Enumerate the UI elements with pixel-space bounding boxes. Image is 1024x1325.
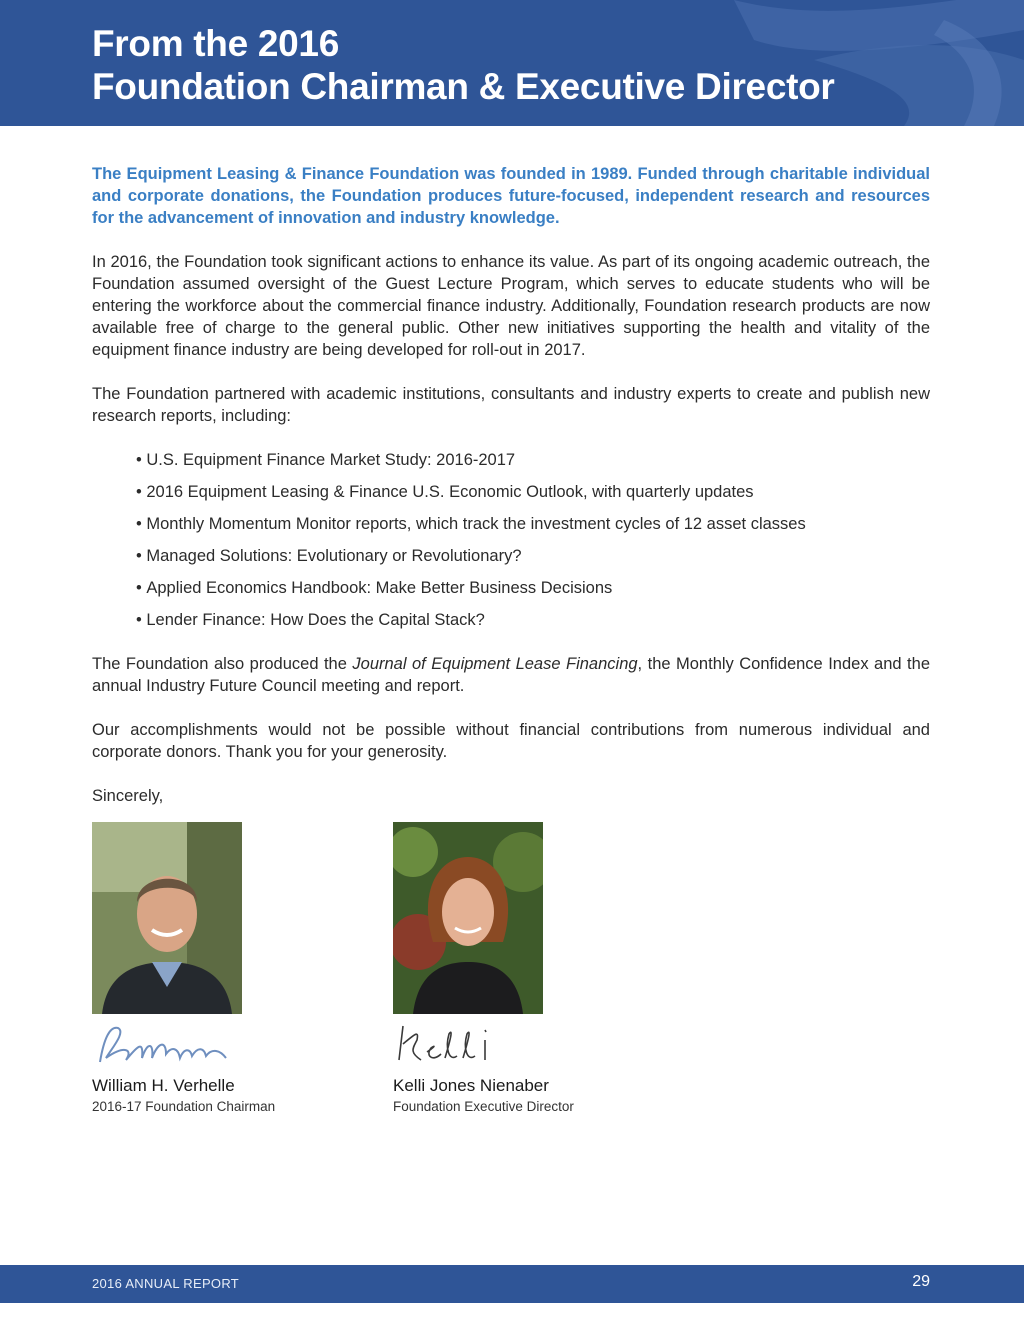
report-label: 2016 ANNUAL REPORT bbox=[92, 1276, 240, 1291]
page-title bbox=[92, 22, 835, 108]
executive-director-name: Kelli Jones Nienaber bbox=[393, 1076, 549, 1095]
chairman-title: 2016-17 Foundation Chairman bbox=[92, 1099, 276, 1114]
list-item: • 2016 Equipment Leasing & Finance U.S. Economic Outlook, with quarterly updates bbox=[136, 481, 930, 503]
title-line-1: From the 2016 bbox=[92, 23, 339, 64]
page-number: 29 bbox=[912, 1273, 930, 1290]
title-line-2: Foundation Chairman & Executive Director bbox=[92, 66, 835, 107]
page-header bbox=[0, 0, 1024, 126]
list-item: • U.S. Equipment Finance Market Study: 2016-2017 bbox=[136, 449, 930, 471]
executive-director-photo bbox=[393, 822, 543, 1014]
list-item: • Monthly Momentum Monitor reports, which track the investment cycles of 12 asset classes bbox=[136, 513, 930, 535]
paragraph-3-end: , the Monthly Confidence Index and the annual Industry Future Council meeting and report. bbox=[92, 655, 930, 695]
paragraph-3 bbox=[92, 653, 930, 697]
lead-paragraph: The Equipment Leasing & Finance Foundation was founded in 1989. Funded through charitable individual and corporate donations, the Foundation produces future-focused, independent research and resources for the advancement of innovation and industry knowledge. bbox=[92, 165, 930, 227]
chairman-name: William H. Verhelle bbox=[92, 1076, 235, 1095]
executive-director-signature bbox=[393, 1018, 543, 1070]
chairman-photo bbox=[92, 822, 242, 1014]
list-item: • Managed Solutions: Evolutionary or Revolutionary? bbox=[136, 545, 930, 567]
signer-chairman bbox=[92, 822, 352, 1116]
list-item: • Applied Economics Handbook: Make Better Business Decisions bbox=[136, 577, 930, 599]
paragraph-1: In 2016, the Foundation took significant actions to enhance its value. As part of its ongoing academic outreach, the Foundation assumed oversight of the Guest Lecture Program, which serves to educate students who will be entering the workforce about the commercial finance industry. Additionally, Foundation research products are now available free of charge to the general public. Other new initiatives supporting the health and vitality of the equipment finance industry are being developed for roll-out in 2017. bbox=[92, 253, 930, 359]
letter-body bbox=[92, 163, 930, 829]
list-item: • Lender Finance: How Does the Capital Stack? bbox=[136, 609, 930, 631]
signers-section bbox=[92, 822, 930, 1122]
reports-list bbox=[92, 449, 930, 631]
closing: Sincerely, bbox=[92, 787, 164, 805]
signer-executive-director bbox=[393, 822, 653, 1116]
paragraph-3-start: The Foundation also produced the bbox=[92, 655, 353, 673]
executive-director-title: Foundation Executive Director bbox=[393, 1099, 574, 1114]
paragraph-4: Our accomplishments would not be possible without financial contributions from numerous individual and corporate donors. Thank you for your generosity. bbox=[92, 721, 930, 761]
chairman-signature bbox=[92, 1018, 242, 1070]
paragraph-2: The Foundation partnered with academic institutions, consultants and industry experts to create and publish new research reports, including: bbox=[92, 385, 930, 425]
page-footer bbox=[0, 1265, 1024, 1303]
journal-title: Journal of Equipment Lease Financing bbox=[352, 655, 638, 673]
